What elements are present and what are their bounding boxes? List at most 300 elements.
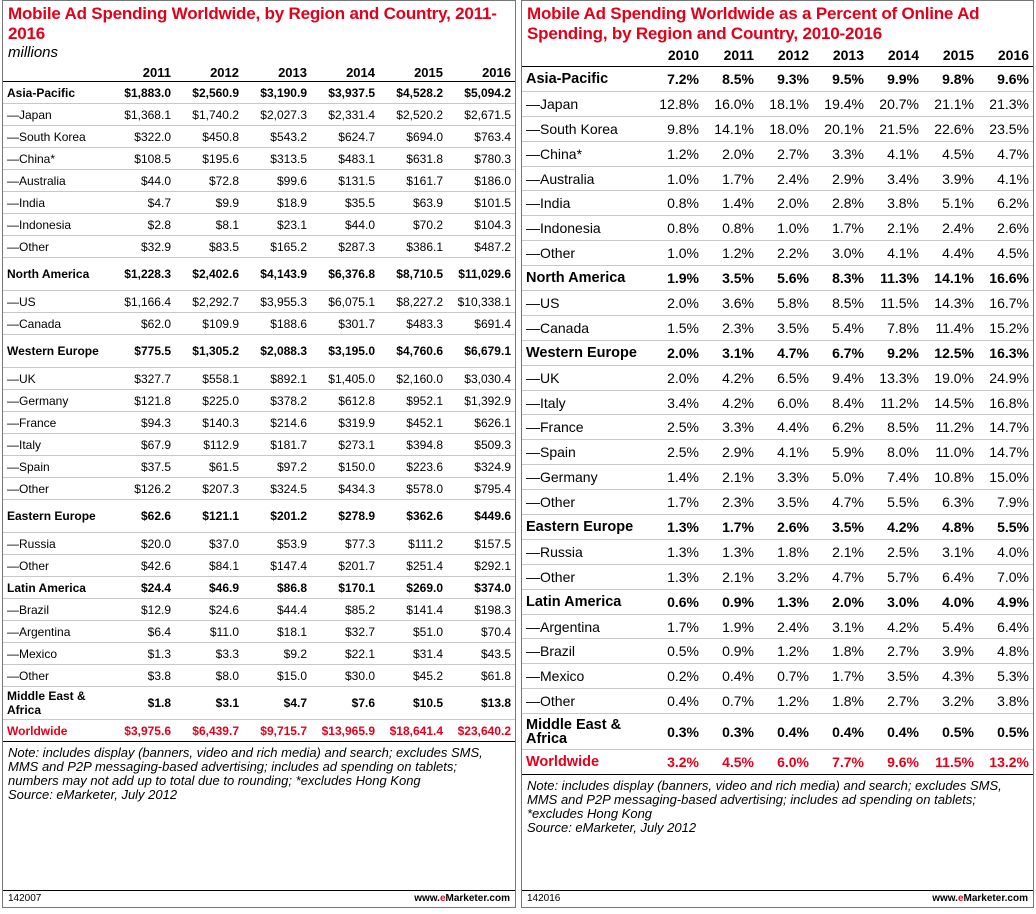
table-row <box>3 236 515 258</box>
cell-value: 18.0% <box>758 116 813 141</box>
cell-value: $8.0 <box>175 665 243 687</box>
table-row <box>3 621 515 643</box>
cell-value: $140.3 <box>175 412 243 434</box>
cell-value: $170.1 <box>311 577 379 599</box>
cell-value: 11.3% <box>868 266 923 291</box>
cell-value: $278.9 <box>311 500 379 533</box>
cell-value: 4.3% <box>923 664 978 689</box>
cell-value: $18.1 <box>243 621 311 643</box>
row-label: Asia-Pacific <box>3 82 107 104</box>
table-row <box>3 104 515 126</box>
table-row <box>522 291 1033 316</box>
cell-value: 4.1% <box>868 141 923 166</box>
cell-value: 4.9% <box>978 589 1033 614</box>
cell-value: 6.4% <box>978 614 1033 639</box>
cell-value: $42.6 <box>107 555 175 577</box>
cell-value: 4.5% <box>923 141 978 166</box>
cell-value: 9.2% <box>868 340 923 365</box>
cell-value: 4.1% <box>868 241 923 266</box>
cell-value: $691.4 <box>447 313 515 335</box>
cell-value: 5.0% <box>813 465 868 490</box>
region-row <box>522 340 1033 365</box>
right-note: Note: includes display (banners, video and rich media) and search; excludes SMS, MMS and P2P messaging-based advertising; includes ad spending on tablets; *excludes Hong Kong <box>527 778 1002 822</box>
column-header-year: 2010 <box>648 44 703 67</box>
cell-value: $67.9 <box>107 434 175 456</box>
cell-value: 14.1% <box>703 116 758 141</box>
table-row <box>3 313 515 335</box>
cell-value: $131.5 <box>311 170 379 192</box>
cell-value: $2,560.9 <box>175 82 243 104</box>
region-row <box>3 258 515 291</box>
cell-value: 6.2% <box>813 415 868 440</box>
cell-value: 2.1% <box>813 539 868 564</box>
cell-value: 3.5% <box>703 266 758 291</box>
table-row <box>522 689 1033 714</box>
cell-value: $9.2 <box>243 643 311 665</box>
row-label: —Canada <box>3 313 107 335</box>
row-label: —South Korea <box>3 126 107 148</box>
cell-value: 1.3% <box>648 539 703 564</box>
cell-value: $483.1 <box>311 148 379 170</box>
cell-value: 4.2% <box>703 390 758 415</box>
right-table-body <box>522 67 1033 775</box>
cell-value: 0.3% <box>648 714 703 750</box>
left-brand-suffix: Marketer.com <box>445 893 510 904</box>
cell-value: $6,376.8 <box>311 258 379 291</box>
cell-value: $23,640.2 <box>447 720 515 742</box>
cell-value: 0.8% <box>648 191 703 216</box>
cell-value: 19.0% <box>923 365 978 390</box>
cell-value: $37.5 <box>107 456 175 478</box>
row-label: Latin America <box>3 577 107 599</box>
cell-value: 4.8% <box>978 639 1033 664</box>
row-label: —Argentina <box>3 621 107 643</box>
cell-value: 2.0% <box>648 291 703 316</box>
cell-value: $1,883.0 <box>107 82 175 104</box>
cell-value: 3.2% <box>648 750 703 775</box>
cell-value: $97.2 <box>243 456 311 478</box>
cell-value: $624.7 <box>311 126 379 148</box>
cell-value: 2.0% <box>703 141 758 166</box>
right-header-row <box>522 44 1033 67</box>
cell-value: $181.7 <box>243 434 311 456</box>
cell-value: $1.3 <box>107 643 175 665</box>
left-source: Source: eMarketer, July 2012 <box>8 787 178 802</box>
cell-value: 2.5% <box>868 539 923 564</box>
cell-value: $434.3 <box>311 478 379 500</box>
region-row <box>522 266 1033 291</box>
cell-value: 12.8% <box>648 91 703 116</box>
table-row <box>522 365 1033 390</box>
cell-value: 0.5% <box>923 714 978 750</box>
cell-value: 6.7% <box>813 340 868 365</box>
row-label: —Russia <box>522 539 648 564</box>
row-label: —Russia <box>3 533 107 555</box>
row-label: —Other <box>3 555 107 577</box>
row-label: —Germany <box>3 390 107 412</box>
left-brand-prefix: www. <box>414 893 440 904</box>
cell-value: 1.7% <box>703 166 758 191</box>
total-row <box>522 750 1033 775</box>
cell-value: 7.7% <box>813 750 868 775</box>
cell-value: $292.1 <box>447 555 515 577</box>
region-row <box>522 714 1033 750</box>
row-label: —Spain <box>522 440 648 465</box>
left-brand-link[interactable] <box>414 891 510 907</box>
cell-value: 2.1% <box>703 564 758 589</box>
cell-value: $4,760.6 <box>379 335 447 368</box>
column-header-year: 2011 <box>703 44 758 67</box>
cell-value: $394.8 <box>379 434 447 456</box>
cell-value: 11.5% <box>868 291 923 316</box>
cell-value: 4.2% <box>703 365 758 390</box>
cell-value: 2.7% <box>758 141 813 166</box>
cell-value: 12.5% <box>923 340 978 365</box>
cell-value: $4,143.9 <box>243 258 311 291</box>
cell-value: 7.4% <box>868 465 923 490</box>
cell-value: $186.0 <box>447 170 515 192</box>
cell-value: 3.9% <box>923 639 978 664</box>
row-label: Worldwide <box>3 720 107 742</box>
column-header-year: 2014 <box>868 44 923 67</box>
row-label: North America <box>522 266 648 291</box>
cell-value: 3.5% <box>813 515 868 540</box>
cell-value: 2.3% <box>703 315 758 340</box>
row-label: —Germany <box>522 465 648 490</box>
left-footer <box>3 890 515 907</box>
row-label: —Indonesia <box>3 214 107 236</box>
cell-value: 11.5% <box>923 750 978 775</box>
cell-value: 0.4% <box>648 689 703 714</box>
cell-value: $374.0 <box>447 577 515 599</box>
row-label: —Brazil <box>522 639 648 664</box>
table-row <box>3 214 515 236</box>
cell-value: 2.2% <box>758 241 813 266</box>
column-header-year: 2012 <box>758 44 813 67</box>
cell-value: 5.3% <box>978 664 1033 689</box>
left-table-header <box>3 63 515 82</box>
cell-value: $775.5 <box>107 335 175 368</box>
cell-value: 1.0% <box>648 241 703 266</box>
row-label: Western Europe <box>3 335 107 368</box>
row-label: —US <box>3 291 107 313</box>
cell-value: 0.9% <box>703 639 758 664</box>
cell-value: 4.2% <box>868 614 923 639</box>
cell-value: 3.3% <box>758 465 813 490</box>
cell-value: $83.5 <box>175 236 243 258</box>
cell-value: 5.4% <box>923 614 978 639</box>
cell-value: $8,710.5 <box>379 258 447 291</box>
cell-value: 0.9% <box>703 589 758 614</box>
cell-value: $2,160.0 <box>379 368 447 390</box>
cell-value: 1.7% <box>813 664 868 689</box>
cell-value: $3,937.5 <box>311 82 379 104</box>
cell-value: 3.6% <box>703 291 758 316</box>
region-row <box>3 687 515 720</box>
cell-value: $32.7 <box>311 621 379 643</box>
cell-value: $6,679.1 <box>447 335 515 368</box>
cell-value: $2,402.6 <box>175 258 243 291</box>
cell-value: 3.4% <box>648 390 703 415</box>
cell-value: $319.9 <box>311 412 379 434</box>
table-row <box>522 564 1033 589</box>
row-label: —India <box>522 191 648 216</box>
cell-value: 4.4% <box>923 241 978 266</box>
row-label: North America <box>3 258 107 291</box>
cell-value: $1,740.2 <box>175 104 243 126</box>
cell-value: 1.2% <box>758 639 813 664</box>
cell-value: 1.2% <box>758 689 813 714</box>
cell-value: 6.0% <box>758 390 813 415</box>
cell-value: $6,075.1 <box>311 291 379 313</box>
cell-value: $15.0 <box>243 665 311 687</box>
cell-value: $543.2 <box>243 126 311 148</box>
row-label: —Mexico <box>3 643 107 665</box>
cell-value: $188.6 <box>243 313 311 335</box>
cell-value: 9.8% <box>923 67 978 92</box>
cell-value: 9.5% <box>813 67 868 92</box>
table-row <box>3 291 515 313</box>
cell-value: $13,965.9 <box>311 720 379 742</box>
cell-value: 14.7% <box>978 415 1033 440</box>
cell-value: $2.8 <box>107 214 175 236</box>
cell-value: 3.5% <box>868 664 923 689</box>
cell-value: $4.7 <box>243 687 311 720</box>
cell-value: $269.0 <box>379 577 447 599</box>
cell-value: 21.3% <box>978 91 1033 116</box>
row-label: —India <box>3 192 107 214</box>
cell-value: 4.0% <box>923 589 978 614</box>
row-label: —Argentina <box>522 614 648 639</box>
cell-value: $207.3 <box>175 478 243 500</box>
cell-value: $147.4 <box>243 555 311 577</box>
table-row <box>3 170 515 192</box>
cell-value: $201.2 <box>243 500 311 533</box>
cell-value: 13.3% <box>868 365 923 390</box>
cell-value: 11.2% <box>923 415 978 440</box>
row-label: —Other <box>522 490 648 515</box>
cell-value: $24.4 <box>107 577 175 599</box>
cell-value: $322.0 <box>107 126 175 148</box>
cell-value: 5.5% <box>868 490 923 515</box>
right-table-panel <box>521 0 1034 908</box>
cell-value: $780.3 <box>447 148 515 170</box>
row-label: Latin America <box>522 589 648 614</box>
cell-value: $111.2 <box>379 533 447 555</box>
row-label: —Australia <box>522 166 648 191</box>
cell-value: 3.1% <box>923 539 978 564</box>
cell-value: 4.1% <box>758 440 813 465</box>
cell-value: 6.4% <box>923 564 978 589</box>
cell-value: $450.8 <box>175 126 243 148</box>
table-row <box>522 664 1033 689</box>
cell-value: $84.1 <box>175 555 243 577</box>
cell-value: 14.5% <box>923 390 978 415</box>
cell-value: 5.1% <box>923 191 978 216</box>
cell-value: $324.5 <box>243 478 311 500</box>
cell-value: 4.7% <box>978 141 1033 166</box>
cell-value: 2.4% <box>758 166 813 191</box>
cell-value: 8.5% <box>703 67 758 92</box>
row-label: —Other <box>3 236 107 258</box>
cell-value: 1.9% <box>648 266 703 291</box>
column-header-year: 2016 <box>978 44 1033 67</box>
cell-value: 0.5% <box>978 714 1033 750</box>
cell-value: 5.8% <box>758 291 813 316</box>
table-row <box>522 241 1033 266</box>
cell-value: 4.0% <box>978 539 1033 564</box>
cell-value: 2.0% <box>758 191 813 216</box>
cell-value: 16.6% <box>978 266 1033 291</box>
cell-value: 21.1% <box>923 91 978 116</box>
cell-value: 3.3% <box>703 415 758 440</box>
table-row <box>3 368 515 390</box>
cell-value: $6.4 <box>107 621 175 643</box>
cell-value: 14.3% <box>923 291 978 316</box>
cell-value: 1.7% <box>648 490 703 515</box>
cell-value: $631.8 <box>379 148 447 170</box>
column-header-year: 2013 <box>813 44 868 67</box>
cell-value: $1,305.2 <box>175 335 243 368</box>
cell-value: $795.4 <box>447 478 515 500</box>
cell-value: 1.7% <box>703 515 758 540</box>
cell-value: 16.0% <box>703 91 758 116</box>
cell-value: $324.9 <box>447 456 515 478</box>
cell-value: $51.0 <box>379 621 447 643</box>
cell-value: 1.0% <box>758 216 813 241</box>
row-label: —Spain <box>3 456 107 478</box>
right-brand-link[interactable] <box>932 891 1028 907</box>
column-header-label <box>3 63 107 82</box>
cell-value: $12.9 <box>107 599 175 621</box>
cell-value: 3.4% <box>868 166 923 191</box>
table-row <box>522 91 1033 116</box>
cell-value: 9.4% <box>813 365 868 390</box>
region-row <box>3 577 515 599</box>
table-row <box>3 555 515 577</box>
table-row <box>522 490 1033 515</box>
table-row <box>3 434 515 456</box>
region-row <box>3 82 515 104</box>
cell-value: 2.3% <box>703 490 758 515</box>
cell-value: 18.1% <box>758 91 813 116</box>
table-row <box>3 478 515 500</box>
cell-value: $141.4 <box>379 599 447 621</box>
cell-value: $3,190.9 <box>243 82 311 104</box>
cell-value: 4.7% <box>813 490 868 515</box>
cell-value: $578.0 <box>379 478 447 500</box>
cell-value: 3.3% <box>813 141 868 166</box>
cell-value: 22.6% <box>923 116 978 141</box>
cell-value: $9,715.7 <box>243 720 311 742</box>
cell-value: 1.8% <box>813 639 868 664</box>
cell-value: $3,955.3 <box>243 291 311 313</box>
cell-value: 2.4% <box>923 216 978 241</box>
cell-value: 1.3% <box>648 564 703 589</box>
table-row <box>522 166 1033 191</box>
cell-value: 1.3% <box>648 515 703 540</box>
cell-value: $32.9 <box>107 236 175 258</box>
cell-value: 2.6% <box>978 216 1033 241</box>
row-label: —UK <box>522 365 648 390</box>
cell-value: $121.8 <box>107 390 175 412</box>
cell-value: $2,671.5 <box>447 104 515 126</box>
column-header-label <box>522 44 648 67</box>
cell-value: 10.8% <box>923 465 978 490</box>
row-label: Middle East & Africa <box>3 687 107 720</box>
cell-value: $30.0 <box>311 665 379 687</box>
cell-value: 2.5% <box>648 440 703 465</box>
cell-value: 5.9% <box>813 440 868 465</box>
cell-value: 5.5% <box>978 515 1033 540</box>
cell-value: 0.5% <box>648 639 703 664</box>
cell-value: $23.1 <box>243 214 311 236</box>
cell-value: 4.7% <box>813 564 868 589</box>
cell-value: $1.8 <box>107 687 175 720</box>
cell-value: $694.0 <box>379 126 447 148</box>
table-row <box>3 412 515 434</box>
cell-value: 21.5% <box>868 116 923 141</box>
cell-value: $43.5 <box>447 643 515 665</box>
row-label: —Other <box>522 241 648 266</box>
cell-value: $99.6 <box>243 170 311 192</box>
cell-value: $4.7 <box>107 192 175 214</box>
right-brand-prefix: www. <box>932 893 958 904</box>
cell-value: 1.2% <box>648 141 703 166</box>
left-brand-e: e <box>439 893 446 904</box>
cell-value: 2.0% <box>813 589 868 614</box>
cell-value: $62.6 <box>107 500 175 533</box>
column-header-year: 2015 <box>923 44 978 67</box>
cell-value: 16.3% <box>978 340 1033 365</box>
cell-value: $1,368.1 <box>107 104 175 126</box>
cell-value: 11.0% <box>923 440 978 465</box>
table-row <box>522 216 1033 241</box>
cell-value: $3.3 <box>175 643 243 665</box>
cell-value: 8.5% <box>868 415 923 440</box>
cell-value: $10,338.1 <box>447 291 515 313</box>
cell-value: $22.1 <box>311 643 379 665</box>
cell-value: 0.6% <box>648 589 703 614</box>
cell-value: $3,030.4 <box>447 368 515 390</box>
left-chart-id: 142007 <box>8 893 42 904</box>
cell-value: 2.9% <box>703 440 758 465</box>
cell-value: $223.6 <box>379 456 447 478</box>
cell-value: 14.1% <box>923 266 978 291</box>
row-label: —Other <box>3 665 107 687</box>
cell-value: 14.7% <box>978 440 1033 465</box>
cell-value: $61.5 <box>175 456 243 478</box>
cell-value: $94.3 <box>107 412 175 434</box>
cell-value: $449.6 <box>447 500 515 533</box>
cell-value: 2.7% <box>868 689 923 714</box>
cell-value: $195.6 <box>175 148 243 170</box>
table-row <box>3 390 515 412</box>
region-row <box>522 515 1033 540</box>
cell-value: $24.6 <box>175 599 243 621</box>
cell-value: 7.0% <box>978 564 1033 589</box>
cell-value: $8.1 <box>175 214 243 236</box>
cell-value: $45.2 <box>379 665 447 687</box>
left-table-panel <box>2 0 516 908</box>
table-row <box>522 614 1033 639</box>
cell-value: 6.5% <box>758 365 813 390</box>
table-row <box>3 456 515 478</box>
right-source: Source: eMarketer, July 2012 <box>527 820 697 836</box>
cell-value: 9.9% <box>868 67 923 92</box>
cell-value: $6,439.7 <box>175 720 243 742</box>
cell-value: 9.8% <box>648 116 703 141</box>
